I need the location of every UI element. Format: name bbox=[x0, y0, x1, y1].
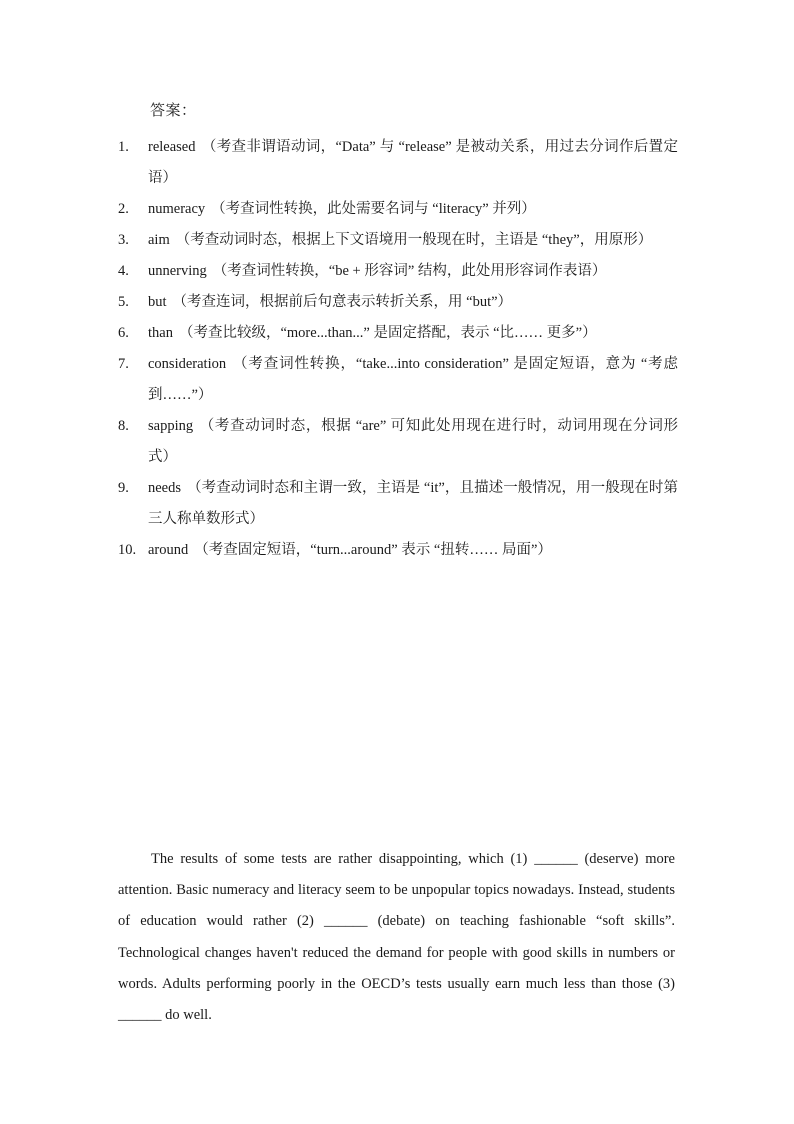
answer-explanation: （考查固定短语，“turn...around” 表示 “扭转…… 局面”） bbox=[194, 542, 552, 558]
answer-word: unnerving bbox=[148, 263, 207, 279]
answer-number: 8. bbox=[118, 418, 129, 434]
answer-number: 1. bbox=[118, 139, 129, 155]
answer-word: consideration bbox=[148, 356, 227, 372]
answer-number: 3. bbox=[118, 232, 129, 248]
answer-item bbox=[118, 287, 678, 318]
answer-item bbox=[118, 194, 678, 225]
answer-item bbox=[118, 132, 678, 194]
answer-explanation: （考查词性转换，“take...into consideration” 是固定短语，意为 “考虑到……”） bbox=[148, 356, 678, 403]
answer-explanation: （考查动词时态和主谓一致，主语是 “it”，且描述一般情况，用一般现在时第三人称单数形式） bbox=[148, 480, 678, 527]
answer-item bbox=[118, 225, 678, 256]
answer-number: 4. bbox=[118, 263, 129, 279]
answer-explanation: （考查比较级，“more...than...” 是固定搭配，表示 “比…… 更多”） bbox=[178, 325, 597, 341]
passage-text: (debate) on teaching fashionable “soft skills”. Technological changes haven't reduced the demand for people with good skills in numbers or words. Adults performing poorly in the OECD’s tests usually earn much less than those (3) bbox=[118, 913, 675, 992]
answer-item bbox=[118, 473, 678, 535]
passage-text: do well. bbox=[161, 1007, 212, 1024]
answer-word: numeracy bbox=[148, 201, 206, 217]
answer-explanation: （考查词性转换，此处需要名词与 “literacy” 并列） bbox=[211, 201, 536, 217]
answer-blank: ______ bbox=[534, 851, 578, 867]
answer-word: released bbox=[148, 139, 196, 155]
answer-number: 2. bbox=[118, 201, 129, 217]
answers-heading: 答案： bbox=[150, 103, 197, 119]
passage-text: The results of some tests are rather disappointing, which (1) bbox=[151, 851, 535, 867]
exercise-passage bbox=[118, 844, 675, 1031]
answer-word: needs bbox=[148, 480, 182, 496]
answer-number: 5. bbox=[118, 294, 129, 310]
passage-text: (deserve) more attention. Basic numeracy and literacy seem to be unpopular topics nowadays. Instead, students of education would rather (2) bbox=[118, 851, 675, 930]
answer-word: sapping bbox=[148, 418, 194, 434]
answer-item bbox=[118, 349, 678, 411]
answer-explanation: （考查连词，根据前后句意表示转折关系，用 “but”） bbox=[172, 294, 513, 310]
answer-number: 7. bbox=[118, 356, 129, 372]
answer-word: than bbox=[148, 325, 173, 341]
answer-item bbox=[118, 318, 678, 349]
answer-number: 6. bbox=[118, 325, 129, 341]
answer-word: aim bbox=[148, 232, 170, 248]
answer-word: but bbox=[148, 294, 167, 310]
answer-number: 10. bbox=[118, 542, 137, 558]
answer-item bbox=[118, 256, 678, 287]
answer-item bbox=[118, 535, 678, 566]
answer-explanation: （考查词性转换，“be + 形容词” 结构，此处用形容词作表语） bbox=[212, 263, 607, 279]
answer-item bbox=[118, 411, 678, 473]
answer-list bbox=[118, 132, 678, 566]
answer-number: 9. bbox=[118, 480, 129, 496]
answer-blank: ______ bbox=[118, 1007, 162, 1024]
answer-blank: ______ bbox=[323, 913, 368, 930]
answer-explanation: （考查动词时态，根据上下文语境用一般现在时，主语是 “they”，用原形） bbox=[175, 232, 653, 248]
answer-explanation: （考查动词时态，根据 “are” 可知此处用现在进行时，动词用现在分词形式） bbox=[148, 418, 678, 465]
answer-word: around bbox=[148, 542, 189, 558]
answer-explanation: （考查非谓语动词，“Data” 与 “release” 是被动关系，用过去分词作后置定语） bbox=[148, 139, 678, 186]
